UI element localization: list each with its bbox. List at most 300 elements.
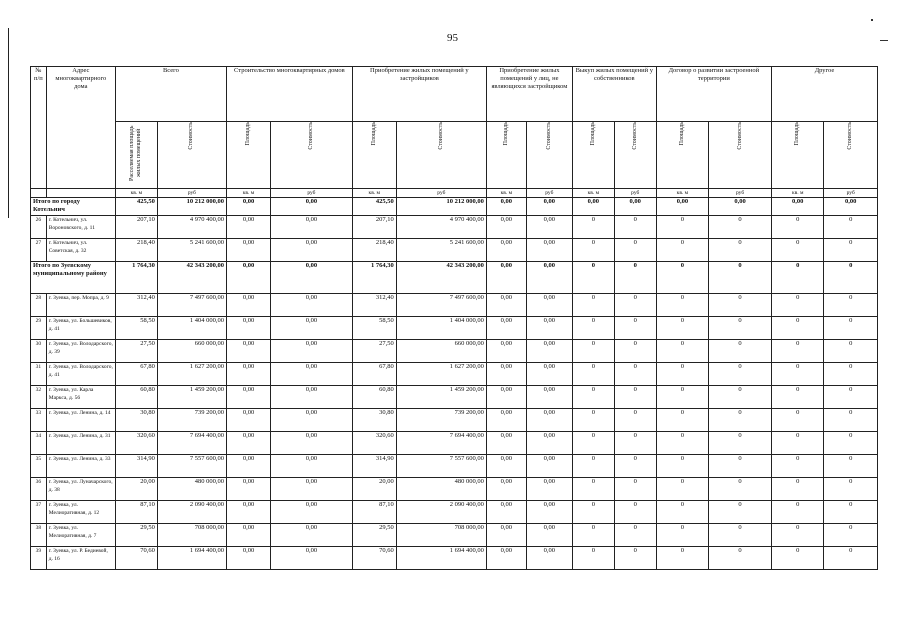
sub-construction-cost-label: Стоимость <box>307 122 314 150</box>
sub-purchase-other-cost <box>526 122 572 189</box>
sub-other-area <box>772 122 824 189</box>
header-number: № п/п <box>31 67 47 189</box>
value-cell: 0 <box>614 409 656 432</box>
value-cell: 207,10 <box>115 216 157 239</box>
value-cell: 0 <box>614 239 656 262</box>
value-cell: 58,50 <box>115 317 157 340</box>
unit-cell: кв. м <box>772 189 824 198</box>
value-cell: 0 <box>772 294 824 317</box>
value-cell: 0 <box>709 409 772 432</box>
value-cell: 0,00 <box>486 216 526 239</box>
unit-blank <box>31 189 47 198</box>
value-cell: 5 241 600,00 <box>396 239 486 262</box>
value-cell: 27,50 <box>115 340 157 363</box>
value-cell: 0,00 <box>709 198 772 216</box>
value-cell: 320,60 <box>115 432 157 455</box>
sub-total-cost-label: Стоимость <box>188 122 195 150</box>
value-cell: 0 <box>772 547 824 570</box>
value-cell: 0 <box>709 216 772 239</box>
value-cell: 0 <box>572 501 614 524</box>
table-row <box>31 432 878 455</box>
value-cell: 0,00 <box>227 340 271 363</box>
sub-other-cost <box>824 122 878 189</box>
value-cell: 480 000,00 <box>396 478 486 501</box>
value-cell: 0,00 <box>486 432 526 455</box>
value-cell: 0,00 <box>526 386 572 409</box>
value-cell: 0,00 <box>486 455 526 478</box>
value-cell: 0 <box>824 340 878 363</box>
row-address: г. Зуевка, ул. Ленина, д. 14 <box>46 409 115 432</box>
value-cell: 70,60 <box>115 547 157 570</box>
value-cell: 0,00 <box>526 262 572 294</box>
value-cell: 70,60 <box>352 547 396 570</box>
unit-cell: руб <box>709 189 772 198</box>
value-cell: 1 404 000,00 <box>157 317 226 340</box>
value-cell: 0 <box>656 386 708 409</box>
value-cell: 0 <box>824 501 878 524</box>
sub-purchase-other-cost-label: Стоимость <box>545 122 552 150</box>
value-cell: 0 <box>572 363 614 386</box>
value-cell: 0,00 <box>486 262 526 294</box>
value-cell: 0,00 <box>227 501 271 524</box>
value-cell: 708 000,00 <box>157 524 226 547</box>
row-index: 28 <box>31 294 47 317</box>
value-cell: 0 <box>772 501 824 524</box>
row-address: г. Зуевка, ул. Ленина, д. 33 <box>46 455 115 478</box>
margin-dot <box>871 19 873 21</box>
value-cell: 0 <box>614 455 656 478</box>
value-cell: 0,00 <box>486 409 526 432</box>
value-cell: 0,00 <box>227 317 271 340</box>
value-cell: 0 <box>772 317 824 340</box>
table-row <box>31 239 878 262</box>
table-row <box>31 501 878 524</box>
value-cell: 60,80 <box>352 386 396 409</box>
sub-construction-area-label: Площадь <box>245 122 251 146</box>
value-cell: 0 <box>572 409 614 432</box>
value-cell: 0,00 <box>227 478 271 501</box>
value-cell: 0,00 <box>271 317 353 340</box>
sub-purchase-other-area-label: Площадь <box>502 122 509 146</box>
value-cell: 0,00 <box>271 363 353 386</box>
total-row <box>31 262 878 294</box>
value-cell: 0 <box>824 294 878 317</box>
value-cell: 0,00 <box>227 455 271 478</box>
sub-buyout-area-label: Площадь <box>589 122 596 146</box>
value-cell: 1 459 200,00 <box>396 386 486 409</box>
header-group-total: Всего <box>115 67 226 122</box>
value-cell: 0 <box>709 294 772 317</box>
value-cell: 0,00 <box>271 409 353 432</box>
value-cell: 0 <box>824 363 878 386</box>
value-cell: 0 <box>824 239 878 262</box>
value-cell: 0,00 <box>526 363 572 386</box>
sub-development-area-label: Площадь <box>678 122 685 146</box>
value-cell: 0,00 <box>227 409 271 432</box>
value-cell: 0,00 <box>227 547 271 570</box>
value-cell: 0 <box>772 432 824 455</box>
value-cell: 0 <box>656 340 708 363</box>
value-cell: 0,00 <box>227 239 271 262</box>
unit-cell: руб <box>157 189 226 198</box>
value-cell: 0 <box>572 547 614 570</box>
value-cell: 0,00 <box>486 386 526 409</box>
sub-purchase-developer-cost <box>396 122 486 189</box>
sub-purchase-other-area <box>486 122 526 189</box>
value-cell: 0 <box>824 478 878 501</box>
value-cell: 27,50 <box>352 340 396 363</box>
value-cell: 480 000,00 <box>157 478 226 501</box>
value-cell: 1 627 200,00 <box>396 363 486 386</box>
value-cell: 0,00 <box>486 524 526 547</box>
value-cell: 0,00 <box>271 239 353 262</box>
row-address: г. Зуевка, ул. Мелиоративная, д. 12 <box>46 501 115 524</box>
value-cell: 0,00 <box>227 524 271 547</box>
row-address: г. Котельнич, ул. Советская, д. 32 <box>46 239 115 262</box>
value-cell: 0,00 <box>526 340 572 363</box>
value-cell: 0 <box>614 524 656 547</box>
table-row <box>31 524 878 547</box>
value-cell: 0 <box>772 386 824 409</box>
value-cell: 0 <box>614 386 656 409</box>
value-cell: 0,00 <box>271 455 353 478</box>
value-cell: 0 <box>572 455 614 478</box>
value-cell: 0,00 <box>227 216 271 239</box>
row-address: г. Зуевка, ул. Мелиоративная, д. 7 <box>46 524 115 547</box>
value-cell: 1 694 400,00 <box>157 547 226 570</box>
value-cell: 0,00 <box>572 198 614 216</box>
value-cell: 0 <box>572 239 614 262</box>
value-cell: 0 <box>572 262 614 294</box>
row-address: г. Зуевка, ул. Карла Маркса, д. 56 <box>46 386 115 409</box>
value-cell: 0 <box>572 524 614 547</box>
value-cell: 87,10 <box>352 501 396 524</box>
value-cell: 314,90 <box>352 455 396 478</box>
sub-buyout-cost <box>614 122 656 189</box>
sub-development-cost-label: Стоимость <box>736 122 743 150</box>
value-cell: 0 <box>656 363 708 386</box>
value-cell: 29,50 <box>115 524 157 547</box>
value-cell: 10 212 000,00 <box>396 198 486 216</box>
value-cell: 0,00 <box>271 501 353 524</box>
row-index: 29 <box>31 317 47 340</box>
row-index: 36 <box>31 478 47 501</box>
header-group-purchase-developer: Приобретение жилых помещений у застройщиков <box>352 67 486 122</box>
value-cell: 0 <box>824 432 878 455</box>
value-cell: 425,50 <box>352 198 396 216</box>
header-group-buyout: Выкуп жилых помещений у собственников <box>572 67 656 122</box>
sub-purchase-developer-cost-label: Стоимость <box>437 122 444 150</box>
sub-development-area <box>656 122 708 189</box>
value-cell: 708 000,00 <box>396 524 486 547</box>
value-cell: 739 200,00 <box>396 409 486 432</box>
value-cell: 0 <box>572 478 614 501</box>
sub-construction-area <box>227 122 271 189</box>
table-row <box>31 363 878 386</box>
value-cell: 0,00 <box>271 198 353 216</box>
value-cell: 0 <box>614 547 656 570</box>
sub-total-area <box>115 122 157 189</box>
value-cell: 0 <box>572 386 614 409</box>
value-cell: 0 <box>656 239 708 262</box>
value-cell: 4 970 400,00 <box>396 216 486 239</box>
value-cell: 207,10 <box>352 216 396 239</box>
value-cell: 0,00 <box>486 239 526 262</box>
value-cell: 0,00 <box>271 478 353 501</box>
value-cell: 1 764,30 <box>352 262 396 294</box>
value-cell: 0,00 <box>271 547 353 570</box>
table-row <box>31 409 878 432</box>
value-cell: 30,80 <box>352 409 396 432</box>
value-cell: 0,00 <box>824 198 878 216</box>
value-cell: 0 <box>614 432 656 455</box>
value-cell: 67,80 <box>115 363 157 386</box>
row-index: 33 <box>31 409 47 432</box>
row-index: 34 <box>31 432 47 455</box>
unit-blank <box>46 189 115 198</box>
sub-construction-cost <box>271 122 353 189</box>
value-cell: 312,40 <box>352 294 396 317</box>
value-cell: 30,80 <box>115 409 157 432</box>
sub-purchase-developer-area-label: Площадь <box>370 122 377 146</box>
value-cell: 0 <box>709 524 772 547</box>
value-cell: 20,00 <box>352 478 396 501</box>
value-cell: 42 343 200,00 <box>157 262 226 294</box>
value-cell: 0 <box>572 216 614 239</box>
value-cell: 0,00 <box>526 317 572 340</box>
value-cell: 660 000,00 <box>157 340 226 363</box>
value-cell: 218,40 <box>115 239 157 262</box>
value-cell: 0,00 <box>227 386 271 409</box>
value-cell: 0 <box>614 478 656 501</box>
value-cell: 0,00 <box>656 198 708 216</box>
value-cell: 0 <box>824 409 878 432</box>
value-cell: 0,00 <box>614 198 656 216</box>
value-cell: 29,50 <box>352 524 396 547</box>
row-address: г. Зуевка, ул. Ленина, д. 31 <box>46 432 115 455</box>
unit-cell: кв. м <box>115 189 157 198</box>
value-cell: 2 090 400,00 <box>157 501 226 524</box>
value-cell: 0 <box>709 547 772 570</box>
value-cell: 0,00 <box>526 432 572 455</box>
unit-cell: кв. м <box>656 189 708 198</box>
value-cell: 10 212 000,00 <box>157 198 226 216</box>
sub-buyout-area <box>572 122 614 189</box>
resettlement-table <box>30 66 878 570</box>
unit-cell: руб <box>824 189 878 198</box>
value-cell: 0 <box>824 386 878 409</box>
table-row <box>31 340 878 363</box>
header-group-development: Договор о развитии застроенной территории <box>656 67 771 122</box>
value-cell: 87,10 <box>115 501 157 524</box>
value-cell: 314,90 <box>115 455 157 478</box>
total-label: Итого по Зуевскому муниципальному району <box>31 262 116 294</box>
value-cell: 0 <box>709 386 772 409</box>
table-row <box>31 455 878 478</box>
value-cell: 739 200,00 <box>157 409 226 432</box>
value-cell: 0,00 <box>271 524 353 547</box>
value-cell: 0 <box>572 340 614 363</box>
sub-other-cost-label: Стоимость <box>847 122 854 150</box>
value-cell: 1 764,30 <box>115 262 157 294</box>
row-index: 27 <box>31 239 47 262</box>
value-cell: 0 <box>772 216 824 239</box>
unit-cell: кв. м <box>227 189 271 198</box>
value-cell: 0 <box>614 363 656 386</box>
value-cell: 0 <box>824 216 878 239</box>
header-group-construction: Строительство многоквартирных домов <box>227 67 353 122</box>
sub-total-area-label: Расселяемая площадь жилых помещений <box>129 125 143 181</box>
value-cell: 0 <box>614 501 656 524</box>
value-cell: 0 <box>656 216 708 239</box>
value-cell: 0 <box>709 501 772 524</box>
value-cell: 0,00 <box>526 478 572 501</box>
sub-other-area-label: Площадь <box>794 122 801 146</box>
row-index: 39 <box>31 547 47 570</box>
value-cell: 0,00 <box>486 547 526 570</box>
value-cell: 0,00 <box>486 363 526 386</box>
value-cell: 0 <box>656 409 708 432</box>
row-index: 35 <box>31 455 47 478</box>
value-cell: 1 694 400,00 <box>396 547 486 570</box>
value-cell: 0,00 <box>486 294 526 317</box>
header-group-purchase-other: Приобретение жилых помещений у лиц, не являющихся застройщиком <box>486 67 572 122</box>
value-cell: 0,00 <box>772 198 824 216</box>
row-index: 26 <box>31 216 47 239</box>
value-cell: 0 <box>824 524 878 547</box>
value-cell: 1 459 200,00 <box>157 386 226 409</box>
value-cell: 0 <box>656 455 708 478</box>
value-cell: 58,50 <box>352 317 396 340</box>
unit-cell: кв. м <box>486 189 526 198</box>
sub-development-cost <box>709 122 772 189</box>
page-number: 95 <box>447 32 458 44</box>
table-row <box>31 317 878 340</box>
value-cell: 218,40 <box>352 239 396 262</box>
table-row <box>31 216 878 239</box>
value-cell: 0 <box>572 294 614 317</box>
value-cell: 425,50 <box>115 198 157 216</box>
value-cell: 4 970 400,00 <box>157 216 226 239</box>
value-cell: 0 <box>709 455 772 478</box>
value-cell: 60,80 <box>115 386 157 409</box>
value-cell: 7 557 600,00 <box>396 455 486 478</box>
table-row <box>31 294 878 317</box>
value-cell: 0,00 <box>271 432 353 455</box>
value-cell: 0 <box>572 317 614 340</box>
value-cell: 0,00 <box>227 198 271 216</box>
value-cell: 0,00 <box>271 216 353 239</box>
value-cell: 0,00 <box>271 386 353 409</box>
value-cell: 7 497 600,00 <box>157 294 226 317</box>
value-cell: 312,40 <box>115 294 157 317</box>
row-address: г. Котельнич, ул. Вороновского, д. 11 <box>46 216 115 239</box>
row-index: 31 <box>31 363 47 386</box>
total-row <box>31 198 878 216</box>
unit-cell: руб <box>396 189 486 198</box>
value-cell: 0 <box>614 340 656 363</box>
value-cell: 0 <box>772 363 824 386</box>
row-address: г. Зуевка, ул. Луначарского, д. 38 <box>46 478 115 501</box>
value-cell: 0 <box>709 432 772 455</box>
value-cell: 320,60 <box>352 432 396 455</box>
unit-cell: руб <box>526 189 572 198</box>
table-row <box>31 478 878 501</box>
value-cell: 0 <box>614 317 656 340</box>
value-cell: 0,00 <box>526 294 572 317</box>
value-cell: 0 <box>656 547 708 570</box>
value-cell: 0 <box>824 317 878 340</box>
value-cell: 0 <box>709 478 772 501</box>
value-cell: 660 000,00 <box>396 340 486 363</box>
table-row <box>31 386 878 409</box>
value-cell: 0,00 <box>526 409 572 432</box>
value-cell: 0 <box>709 239 772 262</box>
header-address: Адрес многоквартирного дома <box>46 67 115 189</box>
value-cell: 7 557 600,00 <box>157 455 226 478</box>
value-cell: 7 694 400,00 <box>157 432 226 455</box>
value-cell: 0 <box>656 501 708 524</box>
value-cell: 0 <box>656 294 708 317</box>
value-cell: 0 <box>709 317 772 340</box>
value-cell: 0 <box>709 340 772 363</box>
value-cell: 0 <box>772 409 824 432</box>
value-cell: 0 <box>824 547 878 570</box>
value-cell: 0 <box>656 524 708 547</box>
value-cell: 0 <box>709 363 772 386</box>
value-cell: 0,00 <box>526 455 572 478</box>
value-cell: 0 <box>614 262 656 294</box>
total-label: Итого по городу Котельнич <box>31 198 116 216</box>
value-cell: 0,00 <box>486 317 526 340</box>
unit-cell: кв. м <box>572 189 614 198</box>
value-cell: 1 627 200,00 <box>157 363 226 386</box>
row-index: 32 <box>31 386 47 409</box>
value-cell: 0 <box>656 317 708 340</box>
value-cell: 7 694 400,00 <box>396 432 486 455</box>
value-cell: 0 <box>772 262 824 294</box>
value-cell: 0,00 <box>526 239 572 262</box>
value-cell: 0,00 <box>271 262 353 294</box>
value-cell: 0,00 <box>271 340 353 363</box>
value-cell: 0,00 <box>227 363 271 386</box>
row-address: г. Зуевка, ул. Большевиков, д. 41 <box>46 317 115 340</box>
value-cell: 0 <box>772 455 824 478</box>
unit-cell: руб <box>271 189 353 198</box>
table-row <box>31 547 878 570</box>
value-cell: 0,00 <box>227 262 271 294</box>
value-cell: 0 <box>656 262 708 294</box>
header-group-other: Другое <box>772 67 878 122</box>
unit-cell: кв. м <box>352 189 396 198</box>
value-cell: 0 <box>772 340 824 363</box>
unit-cell: руб <box>614 189 656 198</box>
value-cell: 0 <box>656 478 708 501</box>
value-cell: 0 <box>709 262 772 294</box>
value-cell: 0,00 <box>486 501 526 524</box>
value-cell: 0,00 <box>227 294 271 317</box>
value-cell: 0 <box>572 432 614 455</box>
page-margin-rule <box>8 28 9 218</box>
row-index: 37 <box>31 501 47 524</box>
value-cell: 20,00 <box>115 478 157 501</box>
value-cell: 0,00 <box>526 501 572 524</box>
row-address: г. Зуевка, ул. Р. Бедиевой, д. 16 <box>46 547 115 570</box>
value-cell: 0 <box>824 262 878 294</box>
row-address: г. Зуевка, пер. Мопра, д. 9 <box>46 294 115 317</box>
value-cell: 0,00 <box>486 198 526 216</box>
row-address: г. Зуевка, ул. Володарского, д. 39 <box>46 340 115 363</box>
